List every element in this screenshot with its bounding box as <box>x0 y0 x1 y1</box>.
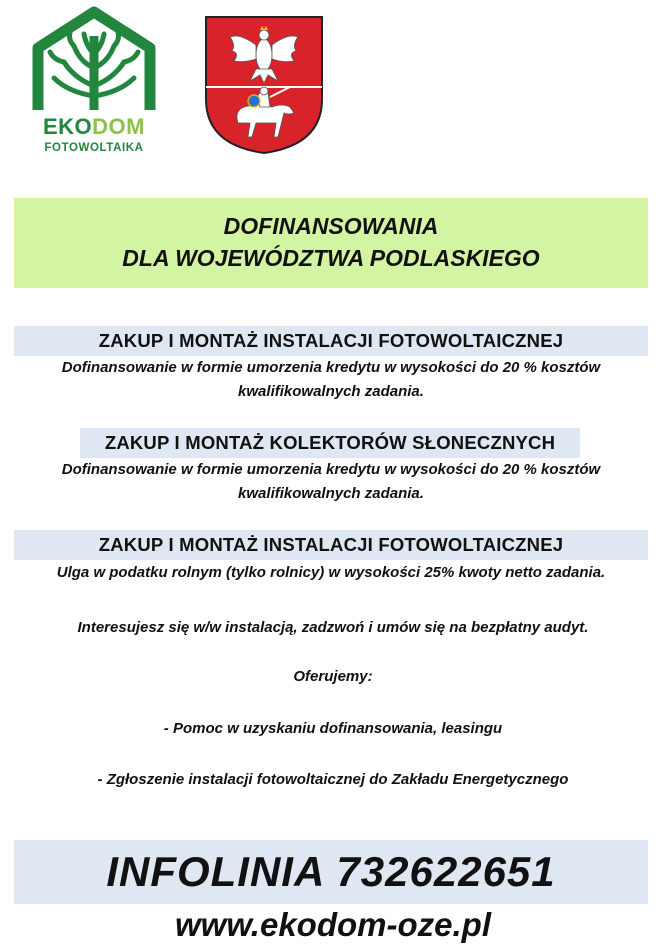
house-tree-icon <box>28 6 160 114</box>
section-2-line-2: kwalifikowalnych zadania. <box>238 485 424 502</box>
logo-wordmark: EKODOM <box>42 114 145 139</box>
section-1-line-2: kwalifikowalnych zadania. <box>238 383 424 400</box>
section-3-body <box>14 561 648 585</box>
offer-heading: Oferujemy: <box>293 668 373 685</box>
title-line-1: DOFINANSOWANIA <box>223 213 439 239</box>
title-banner <box>14 198 648 288</box>
section-3-line-1: Ulga w podatku rolnym (tylko rolnicy) w wysokości 25% kwoty netto zadania. <box>56 564 606 581</box>
logo-subtitle: FOTOWOLTAIKA <box>44 142 144 154</box>
infoline-phone: INFOLINIA 732622651 <box>14 840 648 904</box>
offer-item: - Zgłoszenie instalacji fotowoltaicznej do Zakładu Energetycznego <box>97 771 569 788</box>
section-1-body <box>14 356 648 404</box>
section-1-title: ZAKUP I MONTAŻ INSTALACJI FOTOWOLTAICZNEJ <box>14 326 648 356</box>
title-line-2: DLA WOJEWÓDZTWA PODLASKIEGO <box>122 245 540 271</box>
section-1-line-1: Dofinansowanie w formie umorzenia kredytu w wysokości do 20 % kosztów <box>61 359 601 376</box>
section-2-line-1: Dofinansowanie w formie umorzenia kredytu w wysokości do 20 % kosztów <box>61 461 601 478</box>
offer-item: - Pomoc w uzyskaniu dofinansowania, leasingu <box>163 720 503 737</box>
section-2-body <box>14 458 648 506</box>
section-2-title: ZAKUP I MONTAŻ KOLEKTORÓW SŁONECZNYCH <box>80 428 580 458</box>
website-url[interactable]: www.ekodom-oze.pl <box>175 906 491 943</box>
cta-text: Interesujesz się w/w instalacją, zadzwoń i umów się na bezpłatny audyt. <box>77 619 589 636</box>
ekodom-logo <box>28 6 160 156</box>
podlaskie-coat-of-arms-icon <box>204 15 324 155</box>
section-3-title: ZAKUP I MONTAŻ INSTALACJI FOTOWOLTAICZNEJ <box>14 530 648 560</box>
